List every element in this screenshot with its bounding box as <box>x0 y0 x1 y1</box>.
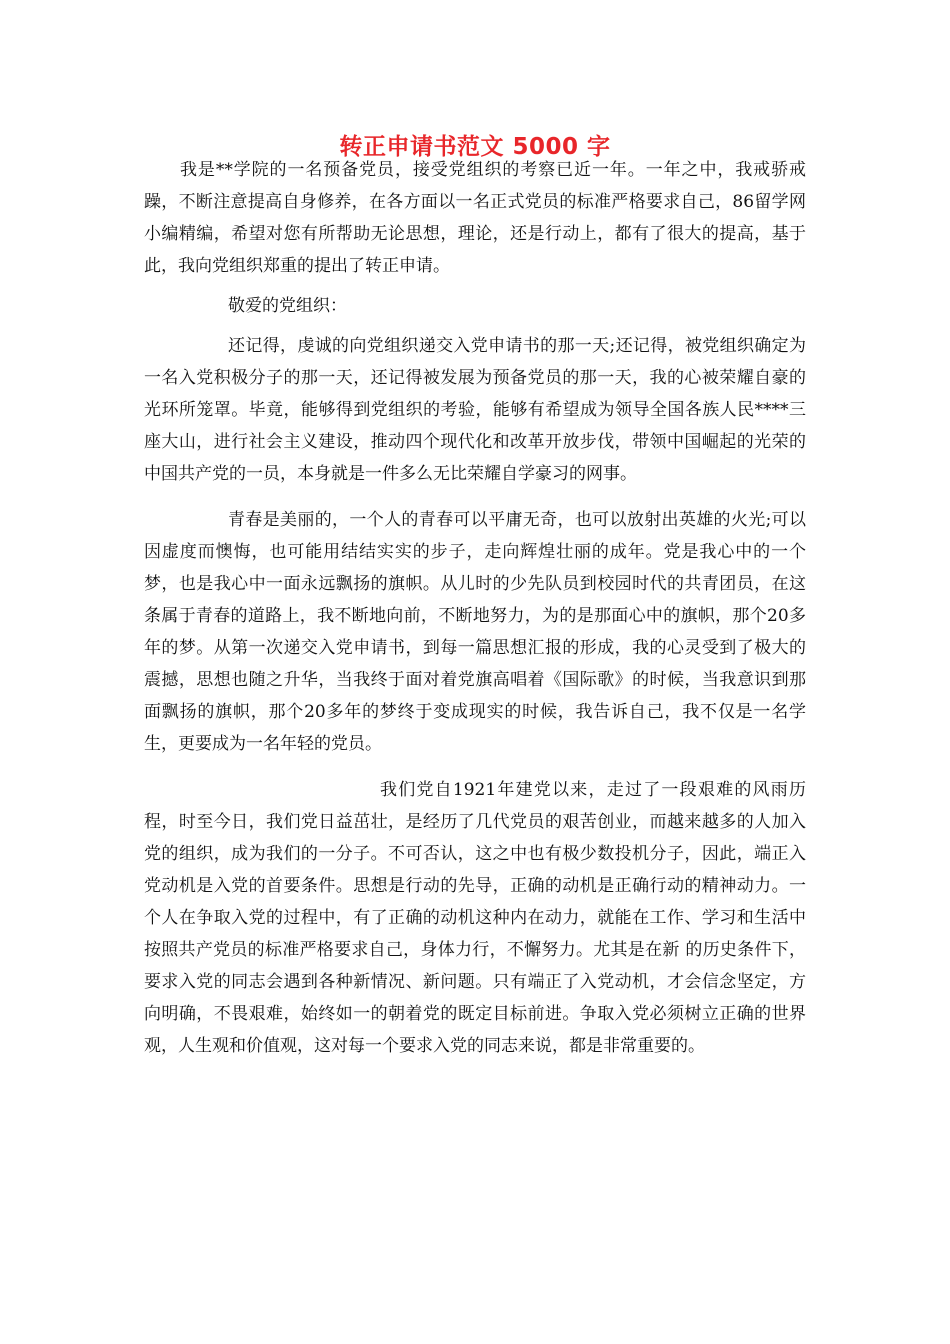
salutation: 敬爱的党组织： <box>228 296 347 316</box>
intro-paragraph: 我是**学院的一名预备党员，接受党组织的考察已近一年。一年之中，我戒骄戒躁，不断注意提高自身修养，在各方面以一名正式党员的标准严格要求自己，86留学网小编精编，希望对您有所帮助无论思想，理论，还是行动上，都有了很大的提高，基于此，我向党组织郑重的提出了转正申请。 <box>144 160 806 276</box>
document-title: 转正申请书范文 5000 字 <box>339 134 611 161</box>
body-paragraph-3: 我们党自1921年建党以来，走过了一段艰难的风雨历程，时至今日，我们党日益茁壮，是经历了几代党员的艰苦创业，而越来越多的人加入党的组织，成为我们的一分子。不可否认，这之中也有极少数投机分子，因此，端正入党动机是入党的首要条件。思想是行动的先导，正确的动机是正确行动的精神动力。一个人在争取入党的过程中，有了正确的动机这种内在动力，就能在工作、学习和生活中按照共产党员的标准严格要求自己，身体力行，不懈努力。尤其是在新 的历史条件下，要求入党的同志会遇到各种新情况、新问题。只有端正了入党动机，才会信念坚定，方向明确，不畏艰难，始终如一的朝着党的既定目标前进。争取入党必须树立正确的世界观，人生观和价值观，这对每一个要求入党的同志来说，都是非常重要的。 <box>144 780 806 1056</box>
body-paragraph-1: 还记得，虔诚的向党组织递交入党申请书的那一天;还记得，被党组织确定为一名入党积极分子的那一天，还记得被发展为预备党员的那一天，我的心被荣耀自豪的光环所笼罩。毕竟，能够得到党组织的考验，能够有希望成为领导全国各族人民****三座大山，进行社会主义建设，推动四个现代化和改革开放步伐，带领中国崛起的光荣的中国共产党的一员，本身就是一件多么无比荣耀自学豪习的网事。 <box>144 336 806 484</box>
document-body <box>144 154 806 1062</box>
body-paragraph-2: 青春是美丽的，一个人的青春可以平庸无奇，也可以放射出英雄的火光;可以因虚度而懊悔，也可能用结结实实的步子，走向辉煌壮丽的成年。党是我心中的一个梦，也是我心中一面永远飘扬的旗帜。从儿时的少先队员到校园时代的共青团员，在这条属于青春的道路上，我不断地向前，不断地努力，为的是那面心中的旗帜，那个20多年的梦。从第一次递交入党申请书，到每一篇思想汇报的形成，我的心灵受到了极大的震撼，思想也随之升华，当我终于面对着党旗高唱着《国际歌》的时候，当我意识到那面飘扬的旗帜，那个20多年的梦终于变成现实的时候，我告诉自己，我不仅是一名学生，更要成为一名年轻的党员。 <box>144 510 806 754</box>
